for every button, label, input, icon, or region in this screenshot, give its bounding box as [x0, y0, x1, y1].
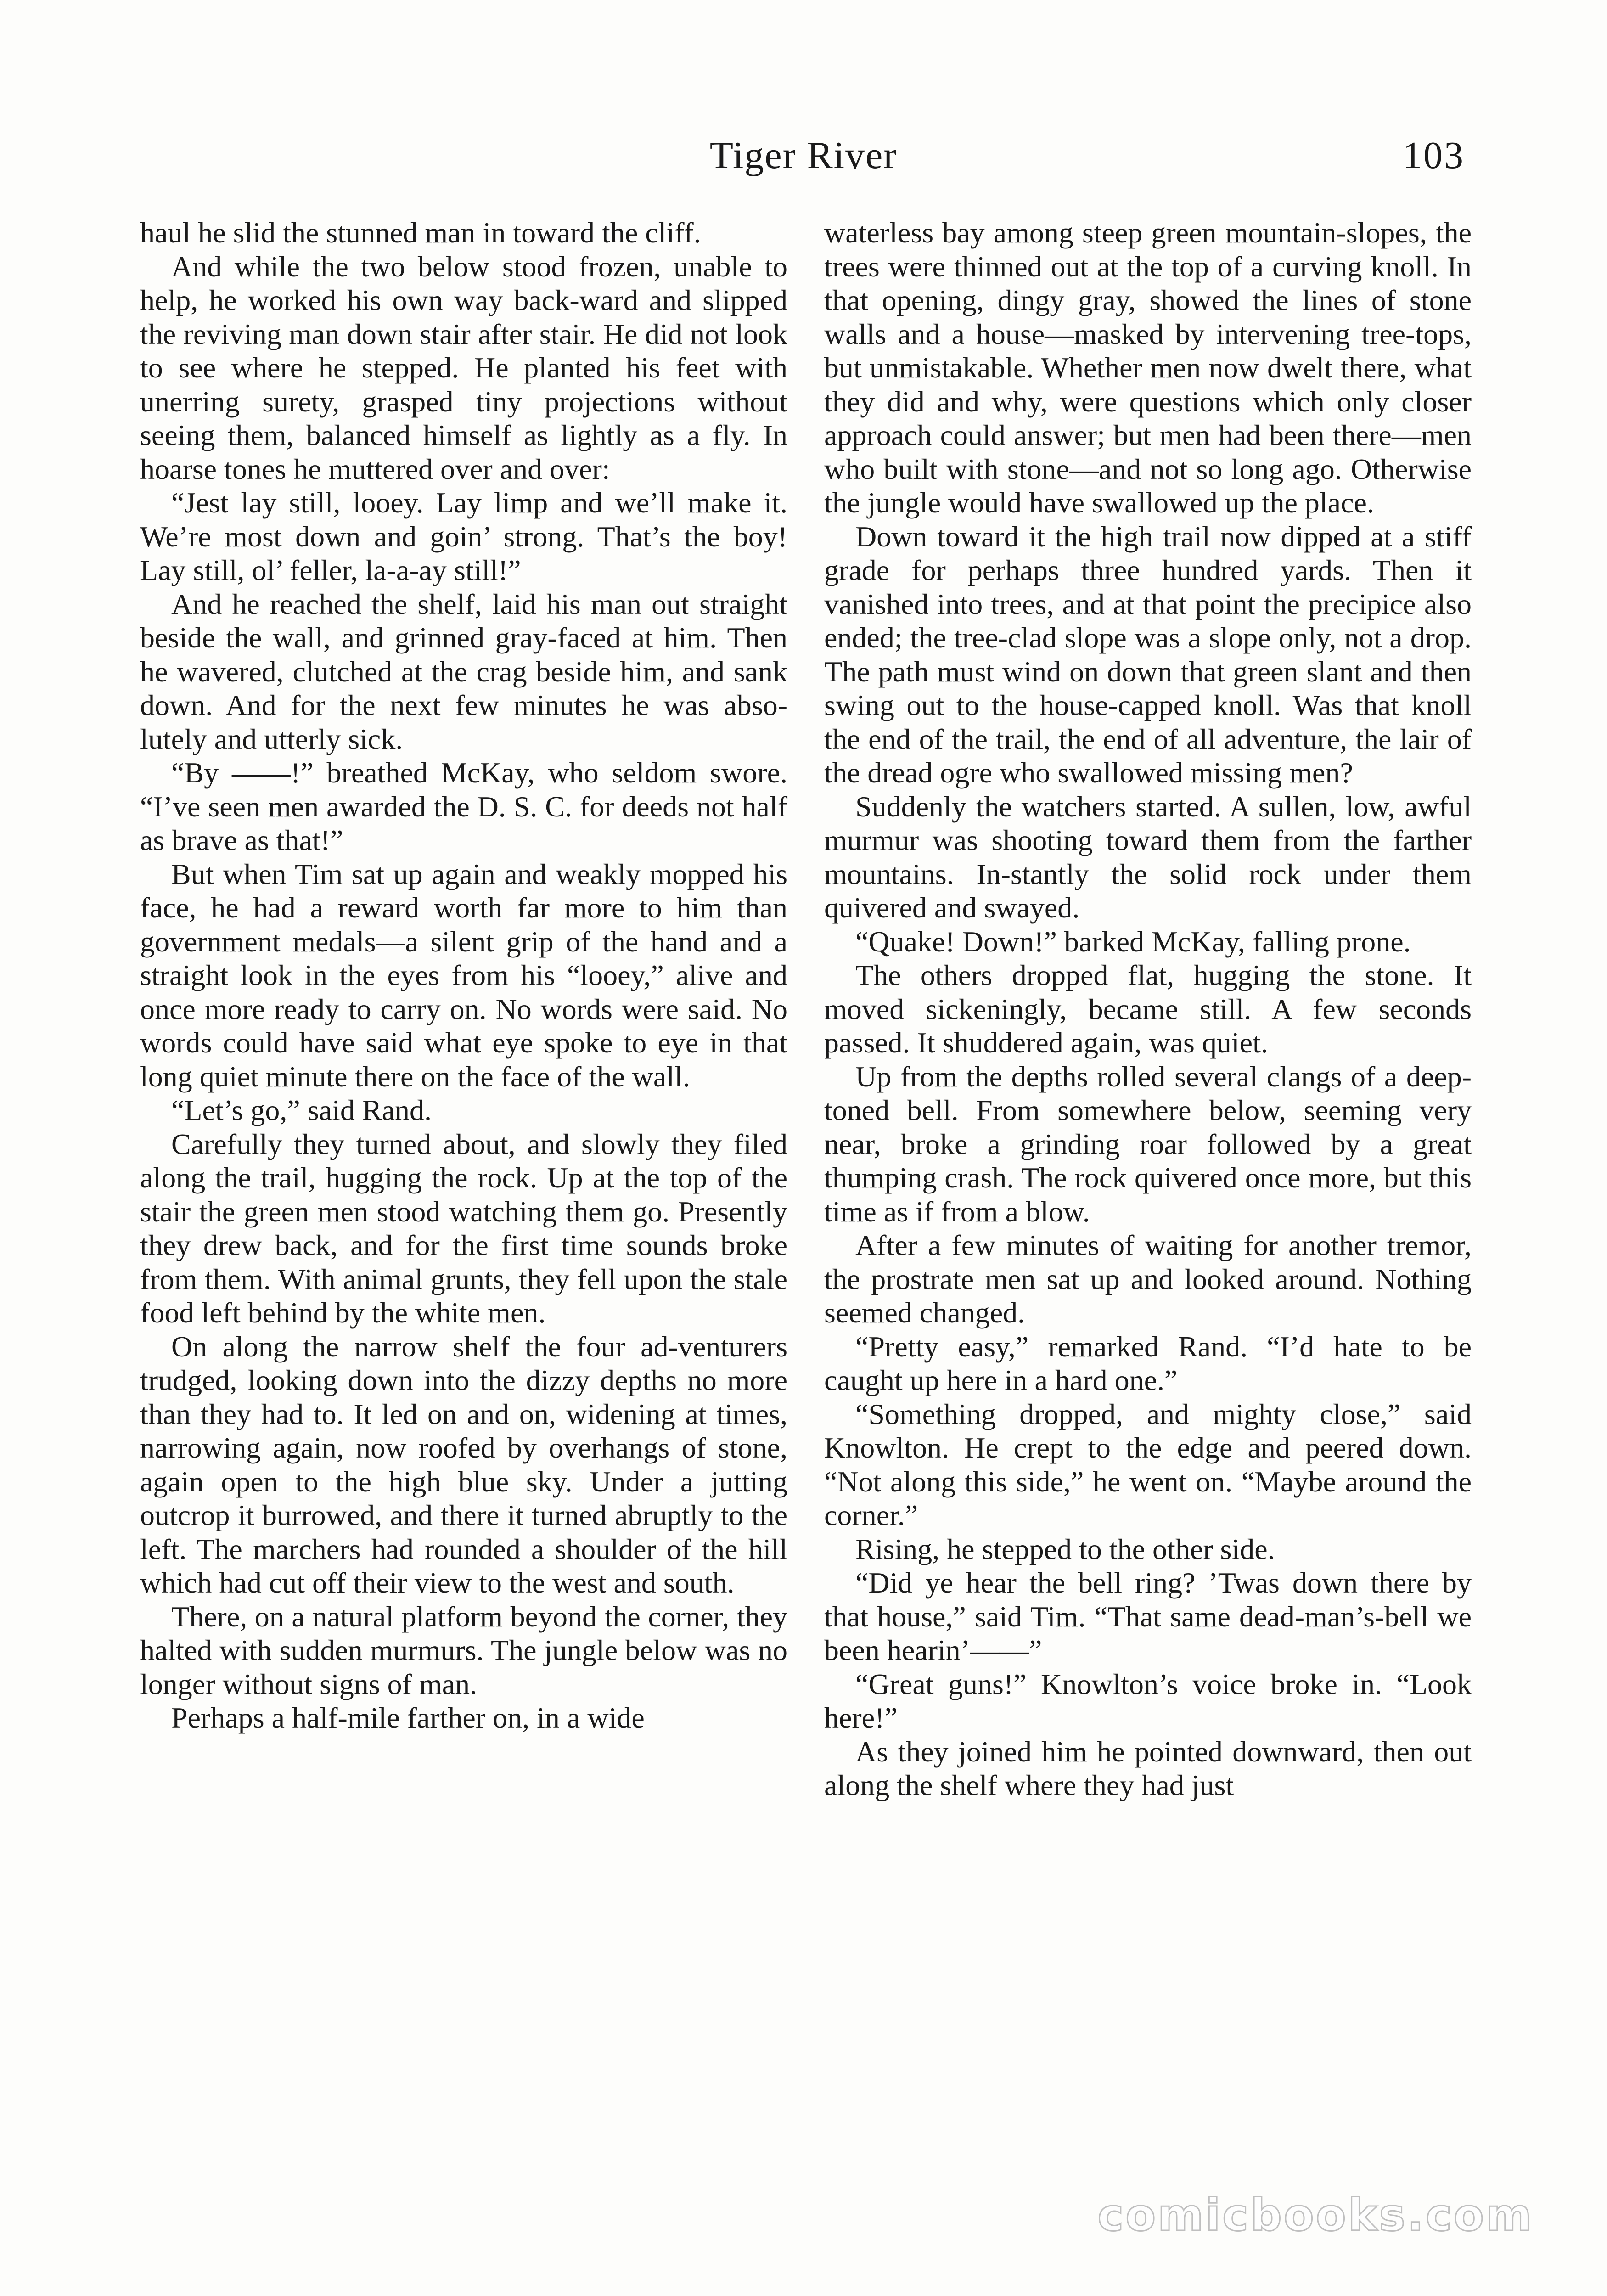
page-number: 103	[1403, 134, 1465, 177]
right-column	[824, 216, 1472, 2190]
page-header	[138, 133, 1469, 184]
paragraph: And he reached the shelf, laid his man out straight beside the wall, and grinned gray-faced at him. Then he wavered, clutched at the crag beside him, and sank down. And for the next few minutes he was abso-lutely and utterly sick.	[140, 587, 787, 755]
running-title: Tiger River	[709, 134, 898, 177]
paragraph: There, on a natural platform beyond the corner, they halted with sudden murmurs. The jungle below was no longer without signs of man.	[140, 1600, 787, 1700]
paragraph: Down toward it the high trail now dipped at a stiff grade for perhaps three hundred yards. Then it vanished into trees, and at that point the precipice also ended; the tree-clad slope was a slope only, not a drop. The path must wind on down that green slant and then swing out to the house-capped knoll. Was that knoll the end of the trail, the end of all adventure, the lair of the dread ogre who swallowed missing men?	[824, 520, 1472, 789]
paragraph: The others dropped flat, hugging the stone. It moved sickeningly, became still. A few seconds passed. It shuddered again, was quiet.	[824, 959, 1472, 1059]
paragraph: haul he slid the stunned man in toward the cliff.	[140, 216, 701, 249]
paragraph: Suddenly the watchers started. A sullen, low, awful murmur was shooting toward them from the farther mountains. In-stantly the solid rock under them quivered and swayed.	[824, 790, 1472, 924]
left-column	[140, 216, 787, 2190]
paragraph: On along the narrow shelf the four ad-venturers trudged, looking down into the dizzy depths no more than they had to. It led on and on, widening at times, narrowing again, now roofed by overhangs of stone, again open to the high blue sky. Under a jutting outcrop it burrowed, and there it turned abruptly to the left. The marchers had rounded a shoulder of the hill which had cut off their view to the west and south.	[140, 1330, 787, 1599]
paragraph: Up from the depths rolled several clangs of a deep-toned bell. From somewhere below, seeming very near, broke a grinding roar followed by a great thumping crash. The rock quivered once more, but this time as if from a blow.	[824, 1060, 1472, 1228]
paragraph: “Did ye hear the bell ring? ’Twas down there by that house,” said Tim. “That same dead-man’s-bell we been hearin’——”	[824, 1566, 1472, 1666]
paragraph: But when Tim sat up again and weakly mopped his face, he had a reward worth far more to him than government medals—a silent grip of the hand and a straight look in the eyes from his “looey,” alive and once more ready to carry on. No words were said. No words could have said what eye spoke to eye in that long quiet minute there on the face of the wall.	[140, 857, 787, 1093]
paragraph: After a few minutes of waiting for another tremor, the prostrate men sat up and looked around. Nothing seemed changed.	[824, 1229, 1472, 1329]
paragraph: “Pretty easy,” remarked Rand. “I’d hate to be caught up here in a hard one.”	[824, 1330, 1472, 1396]
paragraph: Perhaps a half-mile farther on, in a wide	[171, 1701, 645, 1734]
paragraph: “Let’s go,” said Rand.	[171, 1094, 432, 1126]
watermark: comicbooks.com	[1097, 2189, 1534, 2241]
paragraph: “By ——!” breathed McKay, who seldom swore. “I’ve seen men awarded the D. S. C. for deeds not half as brave as that!”	[140, 756, 787, 856]
paragraph: “Great guns!” Knowlton’s voice broke in. “Look here!”	[824, 1667, 1472, 1734]
paragraph: waterless bay among steep green mountain-slopes, the trees were thinned out at the top of a curving knoll. In that opening, dingy gray, showed the lines of stone walls and a house—masked by intervening tree-tops, but unmistakable. Whether men now dwelt there, what they did and why, were questions which only closer approach could answer; but men had been there—men who built with stone—and not so long ago. Otherwise the jungle would have swallowed up the place.	[824, 216, 1472, 519]
paragraph: And while the two below stood frozen, unable to help, he worked his own way back-ward and slipped the reviving man down stair after stair. He did not look to see where he stepped. He planted his feet with unerring surety, grasped tiny projections without seeing them, balanced himself as lightly as a fly. In hoarse tones he muttered over and over:	[140, 250, 787, 485]
paragraph: Rising, he stepped to the other side.	[855, 1532, 1275, 1565]
paragraph: As they joined him he pointed downward, then out along the shelf where they had just	[824, 1735, 1472, 1801]
paragraph: Carefully they turned about, and slowly they filed along the trail, hugging the rock. Up at the top of the stair the green men stood watching them go. Presently they drew back, and for the first time sounds broke from them. With animal grunts, they fell upon the stale food left behind by the white men.	[140, 1127, 787, 1329]
paragraph: “Something dropped, and mighty close,” said Knowlton. He crept to the edge and peered down. “Not along this side,” he went on. “Maybe around the corner.”	[824, 1397, 1472, 1531]
paragraph: “Quake! Down!” barked McKay, falling prone.	[855, 925, 1411, 958]
paragraph: “Jest lay still, looey. Lay limp and we’ll make it. We’re most down and goin’ strong. That’s the boy! Lay still, ol’ feller, la-a-ay still!”	[140, 486, 787, 586]
